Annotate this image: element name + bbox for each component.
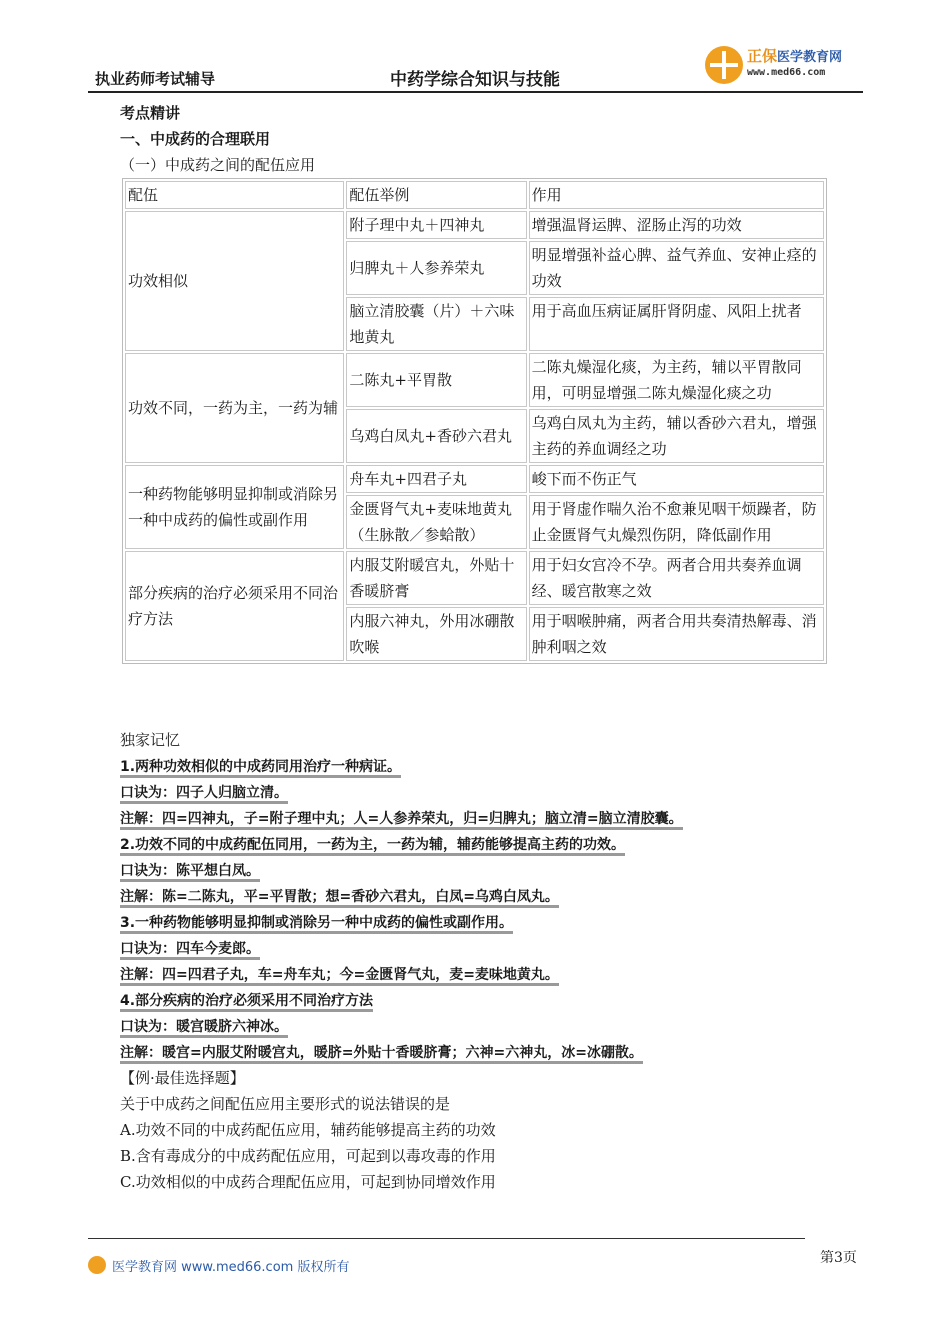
note-line: 注解：暖宫=内服艾附暖宫丸，暖脐=外贴十香暖脐膏；六神=六神丸，冰=冰硼散。 (120, 1039, 840, 1065)
note-line: 注解：陈=二陈丸，平=平胃散；想=香砂六君丸，白凤=乌鸡白凤丸。 (120, 883, 840, 909)
table-row (125, 551, 824, 605)
heading: 考点精讲 (120, 104, 181, 122)
option-b: B.含有毒成分的中成药配伍应用，可起到以毒攻毒的作用 (120, 1147, 496, 1165)
pairing-table (122, 178, 827, 664)
page-number: 第3页 (820, 1250, 857, 1266)
category-cell: 部分疾病的治疗必须采用不同治疗方法 (125, 551, 344, 661)
example-cell: 内服六神丸，外用冰硼散吹喉 (346, 607, 526, 661)
note-line: 口诀为：四子人归脑立清。 (120, 779, 840, 805)
effect-cell: 明显增强补益心脾、益气养血、安神止痉的功效 (529, 241, 824, 295)
header-cell: 配伍 (125, 181, 344, 209)
logo-brand: 正保医学教育网 (747, 47, 843, 65)
header-cell: 作用 (529, 181, 824, 209)
example-cell: 舟车丸+四君子丸 (346, 465, 526, 493)
example-cell: 金匮肾气丸+麦味地黄丸（生脉散／参蛤散） (346, 495, 526, 549)
category-cell: 功效不同，一药为主，一药为辅 (125, 353, 344, 463)
logo-url: www.med66.com (747, 67, 826, 78)
section-title: 一、中成药的合理联用 (120, 130, 271, 148)
table-row (125, 465, 824, 493)
note-line: 注解：四=四君子丸，车=舟车丸；今=金匮肾气丸，麦=麦味地黄丸。 (120, 961, 840, 987)
effect-cell: 用于咽喉肿痛，两者合用共奏清热解毒、消肿利咽之效 (529, 607, 824, 661)
notes-title: 独家记忆 (120, 731, 181, 749)
example-label: 【例·最佳选择题】 (120, 1069, 245, 1087)
memory-notes (120, 727, 840, 1195)
effect-cell: 二陈丸燥湿化痰，为主药，辅以平胃散同用，可明显增强二陈丸燥湿化痰之功 (529, 353, 824, 407)
effect-cell: 用于肾虚作喘久治不愈兼见咽干烦躁者，防止金匮肾气丸燥烈伤阴，降低副作用 (529, 495, 824, 549)
footer-rule (88, 1238, 805, 1239)
effect-cell: 峻下而不伤正气 (529, 465, 824, 493)
option-c: C.功效相似的中成药合理配伍应用，可起到协同增效作用 (120, 1173, 496, 1191)
example-cell: 乌鸡白凤丸+香砂六君丸 (346, 409, 526, 463)
footer-copyright[interactable]: 医学教育网 www.med66.com 版权所有 (112, 1260, 350, 1275)
note-line: 3.一种药物能够明显抑制或消除另一种中成药的偏性或副作用。 (120, 909, 840, 935)
effect-cell: 乌鸡白凤丸为主药，辅以香砂六君丸，增强主药的养血调经之功 (529, 409, 824, 463)
subsection-title: （一）中成药之间的配伍应用 (120, 156, 316, 174)
note-line: 口诀为：暖宫暖脐六神冰。 (120, 1013, 840, 1039)
site-logo[interactable] (705, 42, 865, 88)
note-line: 4.部分疾病的治疗必须采用不同治疗方法 (120, 987, 840, 1013)
effect-cell: 增强温肾运脾、涩肠止泻的功效 (529, 211, 824, 239)
effect-cell: 用于妇女宫冷不孕。两者合用共奏养血调经、暖宫散寒之效 (529, 551, 824, 605)
content-head (120, 100, 840, 178)
example-cell: 内服艾附暖宫丸，外贴十香暖脐膏 (346, 551, 526, 605)
header-left-title: 执业药师考试辅导 (95, 70, 216, 88)
category-cell: 功效相似 (125, 211, 344, 351)
note-line: 2.功效不同的中成药配伍同用，一药为主，一药为辅，辅药能够提高主药的功效。 (120, 831, 840, 857)
example-cell: 附子理中丸＋四神丸 (346, 211, 526, 239)
note-line: 口诀为：陈平想白凤。 (120, 857, 840, 883)
example-cell: 归脾丸＋人参养荣丸 (346, 241, 526, 295)
example-cell: 脑立清胶囊（片）＋六味地黄丸 (346, 297, 526, 351)
effect-cell: 用于高血压病证属肝肾阴虚、风阳上扰者 (529, 297, 824, 351)
header-rule (88, 91, 863, 93)
note-line: 口诀为：四车今麦郎。 (120, 935, 840, 961)
table-row (125, 211, 824, 239)
example-cell: 二陈丸+平胃散 (346, 353, 526, 407)
header-cell: 配伍举例 (346, 181, 526, 209)
logo-cross-icon (705, 46, 743, 84)
header-center-title: 中药学综合知识与技能 (390, 70, 560, 90)
table-row (125, 353, 824, 407)
note-line: 1.两种功效相似的中成药同用治疗一种病证。 (120, 753, 840, 779)
option-a: A.功效不同的中成药配伍应用，辅药能够提高主药的功效 (120, 1121, 496, 1139)
table-header-row (125, 181, 824, 209)
footer-logo-icon (88, 1256, 106, 1274)
question-text: 关于中成药之间配伍应用主要形式的说法错误的是 (120, 1095, 451, 1113)
category-cell: 一种药物能够明显抑制或消除另一种中成药的偏性或副作用 (125, 465, 344, 549)
note-line: 注解：四=四神丸，子=附子理中丸；人=人参养荣丸，归=归脾丸；脑立清=脑立清胶囊。 (120, 805, 840, 831)
